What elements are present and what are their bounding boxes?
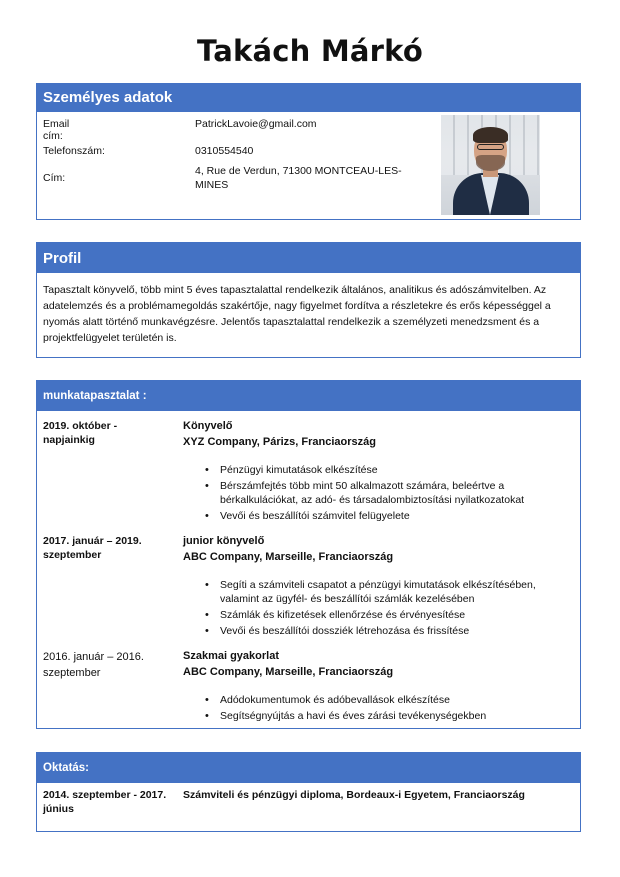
list-item: • Vevői és beszállítói dossziék létrehozása és frissítése (205, 624, 575, 638)
personal-heading: Személyes adatok (37, 84, 580, 112)
list-item: • Számlák és kifizetések ellenőrzése és érvényesítése (205, 608, 575, 622)
job-date: 2016. január – 2016. szeptember (43, 651, 144, 679)
experience-heading: munkatapasztalat : (37, 381, 580, 411)
list-item: • Segítségnyújtás a havi és éves zárási tevékenységekben (205, 709, 575, 723)
education-heading: Oktatás: (37, 753, 580, 783)
candidate-name: Takách Márkó (197, 34, 423, 68)
personal-section (36, 83, 581, 220)
phone-label: Telefonszám: (43, 145, 105, 157)
list-item: • Pénzügyi kimutatások elkészítése (205, 463, 575, 477)
email-label: Email cím: (43, 118, 70, 142)
job-title: Könyvelő (183, 420, 233, 432)
address-label: Cím: (43, 172, 66, 184)
phone-value: 0310554540 (195, 145, 254, 157)
phone-value-row (195, 145, 253, 157)
address-value: 4, Rue de Verdun, 71300 MONTCEAU-LES-MINES (195, 165, 402, 191)
job-date: 2019. október - napjainkig (43, 420, 118, 446)
job-bullets (205, 463, 575, 525)
job-company: ABC Company, Marseille, Franciaország (183, 666, 394, 678)
profile-section (36, 242, 581, 358)
education-section (36, 752, 581, 832)
job-title: junior könyvelő (183, 535, 265, 547)
list-item: • Segíti a számviteli csapatot a pénzügyi kimutatások elkészítésében, valamint az ügyfél- és beszállítói számlák kezelésében (205, 578, 575, 606)
list-item: • Adódokumentumok és adóbevallások elkészítése (205, 693, 575, 707)
job-bullets (205, 693, 575, 725)
job-company: ABC Company, Marseille, Franciaország (183, 551, 394, 563)
list-item: • Bérszámfejtés több mint 50 alkalmazott számára, beleértve a bérkalkulációkat, az adó- és társadalombiztosítási nyilatkozatokat (205, 479, 575, 507)
email-value: PatrickLavoie@gmail.com (195, 118, 317, 130)
job-bullets (205, 578, 575, 640)
address-row (43, 172, 65, 184)
job-title: Szakmai gyakorlat (183, 650, 279, 662)
education-date: 2014. szeptember - 2017. június (43, 789, 167, 815)
profile-heading: Profil (37, 243, 580, 273)
email-value-row (195, 118, 317, 130)
address-value-row (195, 164, 405, 192)
phone-row (43, 145, 105, 157)
job-company: XYZ Company, Párizs, Franciaország (183, 436, 376, 448)
experience-section (36, 380, 581, 729)
profile-text: Tapasztalt könyvelő, több mint 5 éves tapasztalattal rendelkezik általános, analitikus és adószámvitelben. Az adatelemzés és a problémamegoldás szakértője, nagy figyelmet fordítva a részletekre és erős képességgel a nyomás alatt történő munkavégzésre. Jelentős tapasztalattal rendelkezik a személyzeti menedzsment és a projektfelügyelet területén is. (43, 284, 551, 344)
education-degree: Számviteli és pénzügyi diploma, Bordeaux-i Egyetem, Franciaország (183, 789, 525, 801)
profile-photo (441, 115, 540, 215)
job-date: 2017. január – 2019. szeptember (43, 535, 142, 561)
list-item: • Vevői és beszállítói számvitel felügyelete (205, 509, 575, 523)
